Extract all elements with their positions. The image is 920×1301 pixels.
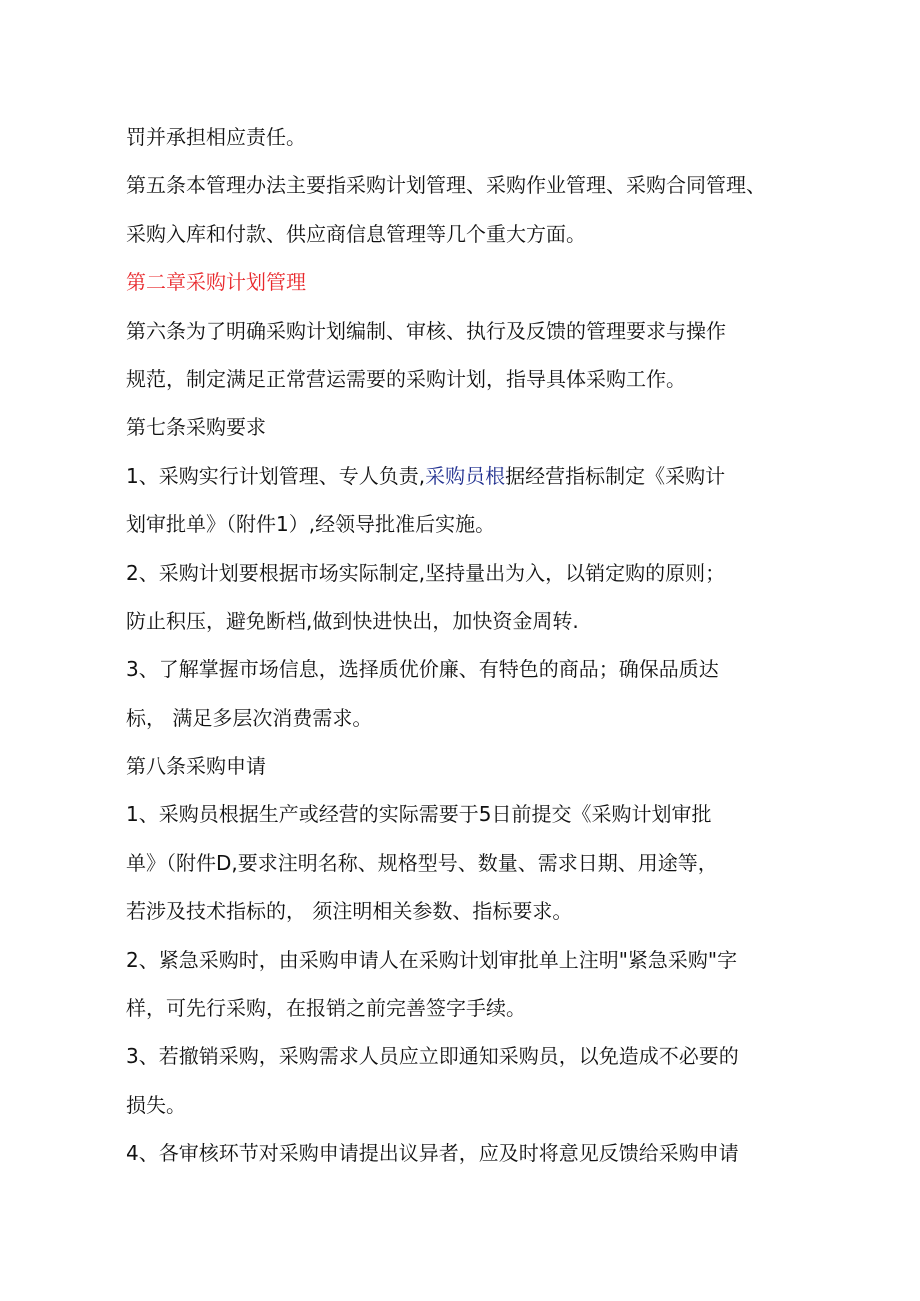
text-line	[126, 500, 806, 548]
text-run: 样，可先行采购，在报销之前完善签字手续。	[126, 996, 526, 1021]
text-run: 划审批单》（附件1）,经领导批准后实施。	[126, 512, 496, 537]
highlighted-text: 采购员根	[425, 463, 506, 488]
text-line	[126, 694, 806, 742]
text-line	[126, 984, 806, 1032]
chapter-2-title: 第二章采购计划管理	[126, 270, 306, 295]
text-run: 2、紧急采购时，由采购申请人在采购计划审批单上注明"紧急采购"字	[126, 947, 738, 972]
text-run: 标， 满足多层次消费需求。	[126, 705, 373, 730]
text-line	[126, 1032, 806, 1080]
text-line	[126, 645, 806, 693]
text-line	[126, 936, 806, 984]
text-line	[126, 839, 806, 887]
text-run: 1、采购实行计划管理、专人负责,	[126, 463, 426, 488]
text-run: 规范，制定满足正常营运需要的采购计划，指导具体采购工作。	[126, 366, 686, 391]
text-line	[126, 549, 806, 597]
text-line	[126, 355, 806, 403]
article-6-text: 第六条为了明确采购计划编制、审核、执行及反馈的管理要求与操作	[126, 318, 726, 343]
text-run: 1、采购员根据生产或经营的实际需要于5日前提交《采购计划审批	[126, 802, 712, 827]
section-heading	[126, 742, 806, 790]
text-run: 据经营指标制定《采购计	[505, 463, 726, 488]
document-body	[126, 113, 806, 1178]
text-line	[126, 210, 806, 258]
text-line	[126, 307, 806, 355]
text-run: 2、采购计划要根据市场实际制定,坚持量出为入，以销定购的原则；	[126, 560, 726, 585]
text-run: 罚并承担相应责任。	[126, 125, 306, 149]
section-heading	[126, 403, 806, 451]
article-7-title: 第七条采购要求	[126, 415, 266, 440]
text-run: 3、若撤销采购，采购需求人员应立即通知采购员，以免造成不必要的	[126, 1044, 739, 1069]
text-run: 若涉及技术指标的， 须注明相关参数、指标要求。	[126, 899, 573, 924]
text-line	[126, 161, 806, 209]
text-line	[126, 1081, 806, 1129]
text-run: 3、了解掌握市场信息，选择质优价廉、有特色的商品；确保品质达	[126, 657, 719, 682]
text-line	[126, 1129, 806, 1177]
text-run: 防止积压，避免断档,做到快进快出，加快资金周转.	[126, 608, 579, 633]
chapter-heading	[126, 258, 806, 306]
text-run: 损失。	[126, 1092, 186, 1117]
text-run: 采购入库和付款、供应商信息管理等几个重大方面。	[126, 221, 586, 246]
text-line	[126, 790, 806, 838]
article-8-title: 第八条采购申请	[126, 754, 266, 779]
text-line	[126, 887, 806, 935]
text-run: 4、各审核环节对采购申请提出议异者，应及时将意见反馈给采购申请	[126, 1141, 739, 1166]
article-5-text: 第五条本管理办法主要指采购计划管理、采购作业管理、采购合同管理、	[126, 173, 766, 198]
text-line	[126, 452, 806, 500]
text-line	[126, 113, 806, 161]
text-line	[126, 597, 806, 645]
text-run: 单》（附件D,要求注明名称、规格型号、数量、需求日期、用途等，	[126, 850, 718, 875]
